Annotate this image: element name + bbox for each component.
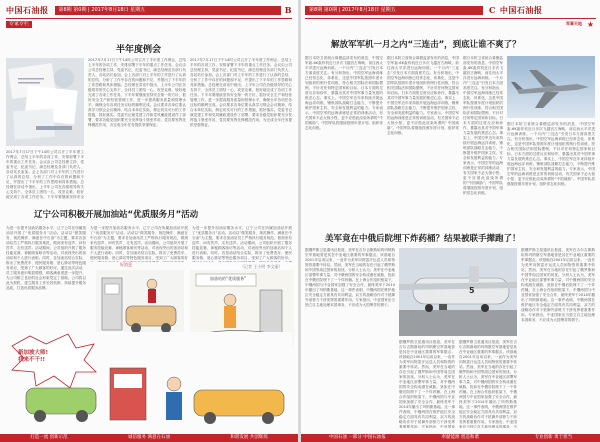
bomber-jet-photo <box>507 56 595 118</box>
left-page-number: B <box>284 5 292 15</box>
right-article1-body-col1: 据日本防卫省统合幕僚监部发布的消息，中国空军轰-6K轰炸机近日多次飞越宫古海峡，前往西太平洋进行远海训练。一个月内“三连击”引发日本方面高度关注。有分析指出，中国空军远海训练已经常态化、体系化，这是中国军队按照年度计划组织的例行性训练，符合相关国际法和国际惯例，不针对任何特定国家和目标。日本方面的过度反应和炒作，暴露出其对中国军事力量发展的焦虑心态。事实上，中国空军近年来持续开展远海远洋训练，锤炼部队战略打击能力，不断提升维护国家主权、安全和发展利益的能力。专家表示，中国空军的远海训练是正常的训练活动，有关国家不必大惊小怪，更不应借此渲染所谓的“中国威胁”。中国军队将继续按照年度计划，组织常态化训练。 <box>305 56 383 130</box>
article2-body-col1: 为进一步提升加油站服务水平，辽宁公司在所属加油站开展了“优质服务月”活动。活动以“微笑服务、规范操作、满意在中石油”为主题，要求各加油站员工严格执行服务规范，做到来有迎声、问有答声、走有送声。活动期间，公司组织开展了服务技能竞赛、神秘顾客暗访等活动，对表现突出的加油站和个人进行表彰。同时，各加油站结合实际，推出了免费洗车、便民服务箱、爱心驿站等特色服务项目，受到了广大顾客的好评。通过此次活动，员工服务意识明显增强，顾客满意度进一步提升，为公司树立良好的社会形象奠定了基础。公司将以此为契机，建立服务工作长效机制，持续提升服务品质，打造优质服务品牌。 <box>6 226 86 290</box>
left-footer-slogan-2: 诚信服务 满意在石油 <box>128 435 170 440</box>
cartoon-bottom-strip <box>6 332 292 428</box>
documents-photo <box>6 58 84 146</box>
right-article1-body-col4: 据日本防卫省统合幕僚监部发布的消息，中国空军轰-6K轰炸机近日多次飞越宫古海峡，前往西太平洋进行远海训练。一个月内“三连击”引发日本方面高度关注。有分析指出，中国空军远海训练已经常态化、体系化，这是中国军队按照年度计划组织的例行性训练，符合相关国际法和国际惯例，不针对任何特定国家和目标。日本方面的过度反应和炒作，暴露出其对中国军事力量发展的焦虑心态。事实上，中国空军近年来持续开展远海远洋训练，锤炼部队战略打击能力，不断提升维护国家主权、安全和发展利益的能力。专家表示，中国空军的远海训练是正常的训练活动，有关国家不必大惊小怪，更不应借此渲染所谓的“中国威胁”。中国军队将继续按照年度计划，组织常态化训练。 <box>507 122 595 186</box>
right-rule <box>305 18 596 19</box>
right-page-number: C <box>489 5 496 15</box>
right-article1-title: 解放军军机一月之内“三连击”，到底让谁不爽了？ <box>331 40 521 50</box>
cartoon-caption-1: 好消息 <box>120 262 132 267</box>
right-page <box>301 0 600 442</box>
left-date-strip: 第8期 第0期 | 2017年8月18日 星期五 <box>55 6 281 15</box>
right-brand: 中国石油报 <box>499 4 543 15</box>
cartoon-caption-2: 加油站的“优质服务” <box>210 276 247 281</box>
article2-byline: （记者 王小明 李文丽） <box>240 264 283 269</box>
plane-marking: 5 <box>469 286 475 295</box>
article1-body-col3: 2017年7月17日下午14时公司召开了半年度工作例会，总结上半年的各项工作，安排部署下半年的重点工作任务。会议由公司总经理主持，党委书记、纪委书记、副总经理及各部门负责人、各站站长参加。会上各部门对上半年的工作进行了认真的总结，分析了工作中存在的问题和不足，并提出了下半年的工作思路和具体措施。总经理在讲话中指出，上半年公司在各级领导的关心支持下，全体员工团结一心，攻坚克难，较好地完成了各项工作任务。下半年要继续坚持安全第一的方针，抓好安全生产和经营管理工作，进一步提高服务质量和管理水平，确保全年各项任务目标的顺利完成。会议要求各单位要认真学习领会会议精神，结合本单位实际，制定切实可行的工作措施，抓好落实。党委书记就党建工作和党风廉政建设作了部署，要求各级党组织要充分发挥战斗堡垒作用，党员要发挥先锋模范作用，为完成全年任务提供坚强保证。 <box>190 58 292 127</box>
right-footer-slogan-2: 奉献能源 创造和谐 <box>441 435 479 440</box>
right-article1-body-col2: 据日本防卫省统合幕僚监部发布的消息，中国空军轰-6K轰炸机近日多次飞越宫古海峡，前往西太平洋进行远海训练。一个月内“三连击”引发日本方面高度关注。有分析指出，中国空军远海训练已经常态化、体系化，这是中国军队按照年度计划组织的例行性训练，符合相关国际法和国际惯例，不针对任何特定国家和目标。日本方面的过度反应和炒作，暴露出其对中国军事力量发展的焦虑心态。事实上，中国空军近年来持续开展远海远洋训练，锤炼部队战略打击能力，不断提升维护国家主权、安全和发展利益的能力。专家表示，中国空军的远海训练是正常的训练活动，有关国家不必大惊小怪，更不应借此渲染所谓的“中国威胁”。中国军队将继续按照年度计划，组织常态化训练。 <box>387 56 459 135</box>
left-footer-slogan-3: 和谐发展 共创辉煌 <box>230 435 268 440</box>
article1-title: 半年度例会 <box>116 45 162 55</box>
right-article2-title: 美军竟在中俄后院埋下炸药桶？结果被联手撵跑了！ <box>325 234 521 244</box>
star-icon: ★ <box>586 20 594 29</box>
article2-body-col2: 为进一步提升加油站服务水平，辽宁公司在所属加油站开展了“优质服务月”活动。活动以“微笑服务、规范操作、满意在中石油”为主题，要求各加油站员工严格执行服务规范，做到来有迎声、问有答声、走有送声。活动期间，公司组织开展了服务技能竞赛、神秘顾客暗访等活动，对表现突出的加油站和个人进行表彰。同时，各加油站结合实际，推出了免费洗车、便民服务箱、爱心驿站等特色服务项目，受到了广大顾客的好 <box>90 226 188 260</box>
right-article1-body-col3: 据日本防卫省统合幕僚监部发布的消息，中国空军轰-6K轰炸机近日多次飞越宫古海峡，前往西太平洋进行远海训练。一个月内“三连击”引发日本方面高度关注。有分析指出，中国空军远海训练已经常态化、体系化，这是中国军队按照年度计划组织的例行性训练，符合相关国际法和国际惯例，不针对任何特定国家和目标。日本方面的过度反应和炒作，暴露出其对中国军事力量发展的焦虑心态。事实上，中国空军近年来持续开展远海远洋训练，锤炼部队战略打击能力，不断提升维护国家主权、安全和发展利益的能力。专家表示，中国空军的远海训练是正常的训练活动，有关国家不必大惊小怪，更不应借此渲染所谓的“中国威胁”。中国军队将继续按照年度计划，组织常态化训练。 <box>463 56 503 195</box>
article1-body-col2: 2017年7月17日下午14时公司召开了半年度工作例会，总结上半年的各项工作，安排部署下半年的重点工作任务。会议由公司总经理主持，党委书记、纪委书记、副总经理及各部门负责人、各站站长参加。会上各部门对上半年的工作进行了认真的总结，分析了工作中存在的问题和不足，并提出了下半年的工作思路和具体措施。总经理在讲话中指出，上半年公司在各级领导的关心支持下，全体员工团结一心，攻坚克难，较好地完成了各项工作任务。下半年要继续坚持安全第一的方针，抓好安全生产和经营管理工作，进一步提高服务质量和管理水平，确保全年各项任务目标的顺利完成。会议要求各单位要认真学习领会会议精神，结合本单位实际，制定切实可行的工作措施，抓好落实。党委书记就党建工作和党风廉政建设作了部署，要求各级党组织要充分发挥战斗堡垒作用，党员要发挥先锋模范作用，为完成全年任务提供坚强保证。 <box>88 58 186 127</box>
article2-title: 辽宁公司积极开展加油站“优质服务月”活动 <box>34 210 199 220</box>
right-footer-slogan-1: 中国石油 一部分 中国石油报 <box>328 435 386 440</box>
article1-body-col1: 2017年7月17日下午14时公司召开了半年度工作例会，总结上半年的各项工作，安排部署下半年的重点工作任务。会议由公司总经理主持，党委书记、纪委书记、副总经理及各部门负责人、各站站长参加。会上各部门对上半年的工作进行了认真的总结，分析了工作中存在的问题和不足，并提出了下半年的工作思路和具体措施。总经理在讲话中指出，上半年公司在各级领导的关心支持下，全体员工团结一心，攻坚克难，较好地完成了各项工作任务。下半年要继续坚持安全 <box>6 150 84 199</box>
left-footer <box>0 434 298 442</box>
cartoon-caption-3: 新加坡大师! 我来不干!! <box>18 350 49 363</box>
left-masthead <box>6 4 292 16</box>
right-date-strip: 第8期 第0期 | 2017年8月18日 星期五 <box>305 6 483 15</box>
left-page <box>0 0 298 442</box>
right-footer <box>301 434 600 442</box>
right-article2-body-col3: 据俄罗斯卫星通讯社报道，美军在吉尔吉斯斯坦的玛纳斯空军基地曾是其在中亚地区重要的军事据点。该基地自2001年启用以来，一直作为美军向阿富汗运送人员和物资的重要中转站。然而，美军在当地的存在引起了俄罗斯和中国等周边国家的担忧。分析人士认为，美军在中亚地区部署军事力量，对中俄两国的安全构成潜在威胁，犹如在中俄后院埋下了一个炸药桶。在上海合作组织框架下，中俄两国与中亚国家加强了安全合作，最终美军于2014年撤出了玛纳斯基地。这一事件表明，中俄两国在维护地区安全稳定方面具有共同利益，双方的战略协作对于抵御外部势力干涉发挥着重要作用。专家指出，中亚国家应当独立自主地处理本国事务，不 <box>459 340 517 428</box>
cargo-aircraft-photo <box>399 248 517 336</box>
left-brand: 中国石油报 <box>6 4 49 15</box>
right-article2-body-col2: 据俄罗斯卫星通讯社报道，美军在吉尔吉斯斯坦的玛纳斯空军基地曾是其在中亚地区重要的军事据点。该基地自2001年启用以来，一直作为美军向阿富汗运送人员和物资的重要中转站。然而，美军在当地的存在引起了俄罗斯和中国等周边国家的担忧。分析人士认为，美军在中亚地区部署军事力量，对中俄两国的安全构成潜在威胁，犹如在中俄后院埋下了一个炸药桶。在上海合作组织框架下，中俄两国与中亚国家加强了安全合作，最终美军于2014年撤出了玛纳斯基地。这一事件表明，中俄两国在维护地区安全稳定方面具有共同利益，双方的战略协作对于抵御外部势力干涉发挥着重要作用。专家指出，中亚国家 <box>399 340 455 428</box>
right-article2-body-col4: 据俄罗斯卫星通讯社报道，美军在吉尔吉斯斯坦的玛纳斯空军基地曾是其在中亚地区重要的军事据点。该基地自2001年启用以来，一直作为美军向阿富汗运送人员和物资的重要中转站。然而，美军在当地的存在引起了俄罗斯和中国等周边国家的担忧。分析人士认为，美军在中亚地区部署军事力量，对中俄两国的安全构成潜在威胁，犹如在中俄后院埋下了一个炸药桶。在上海合作组织框架下，中俄两国与中亚国家加强了安全合作，最终美军于2014年撤出了玛纳斯基地。这一事件表明，中俄两国在维护地区安全稳定方面具有共同利益，双方的战略协作对于抵御外部势力干涉发挥着重要作用。专家指出，中亚国家应当独立自主地处理本国事务，不应成为大国博弈的棋子。 <box>521 248 595 322</box>
left-rule <box>6 18 292 19</box>
left-section-tag: 专家专栏 <box>6 21 32 28</box>
right-footer-slogan-3: 专业创新 勇于担当 <box>534 435 573 440</box>
article2-body-col3: 为进一步提升加油站服务水平，辽宁公司在所属加油站开展了“优质服务月”活动。活动以“微笑服务、规范操作、满意在中石油”为主题，要求各加油站员工严格执行服务规范，做到来有迎声、问有答声、走有送声。活动期间，公司组织开展了服务技能竞赛、神秘顾客暗访等活动，对表现突出的加油站和个人进行表彰。同时，各加油站结合实际，推出了免费洗车、便民服务箱、爱心驿站等特色服务项目，受到了广大顾客的好评。 <box>192 226 292 260</box>
left-footer-slogan-1: 打造一流 创新示范 <box>30 435 68 440</box>
right-section-label: 军事天地 <box>566 21 582 26</box>
right-masthead <box>305 4 595 16</box>
right-article2-body-col1: 据俄罗斯卫星通讯社报道，美军在吉尔吉斯斯坦的玛纳斯空军基地曾是其在中亚地区重要的军事据点。该基地自2001年启用以来，一直作为美军向阿富汗运送人员和物资的重要中转站。然而，美军在当地的存在引起了俄罗斯和中国等周边国家的担忧。分析人士认为，美军在中亚地区部署军事力量，对中俄两国的安全构成潜在威胁，犹如在中俄后院埋下了一个炸药桶。在上海合作组织框架下，中俄两国与中亚国家加强了安全合作，最终美军于2014年撤出了玛纳斯基地。这一事件表明，中俄两国在维护地区安全稳定方面具有共同利益，双方的战略协作对于抵御外部势力干涉发挥着重要作用。专家指出，中亚国家应当独立自主地处理本国事务，不应成为大国博弈的棋子。 <box>305 248 395 307</box>
